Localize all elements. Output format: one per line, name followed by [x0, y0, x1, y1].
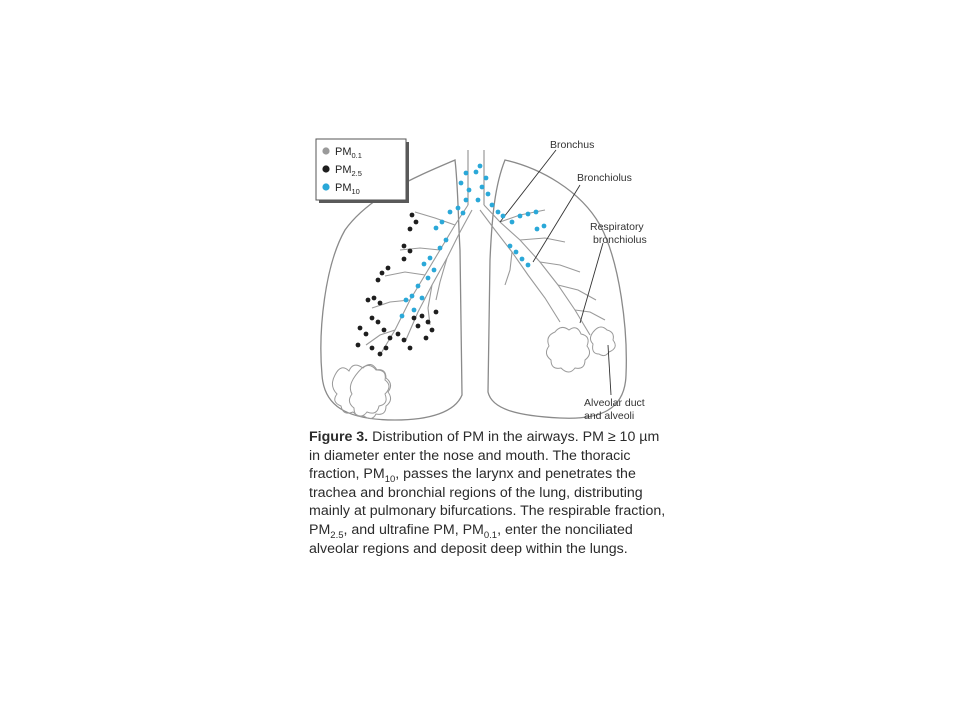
pm10-particle — [410, 294, 415, 299]
pm25-particle — [382, 328, 387, 333]
pm10-particle — [508, 244, 513, 249]
pm10-particle — [518, 214, 523, 219]
pm10-particle — [444, 238, 449, 243]
left-alveoli — [332, 364, 390, 418]
pm25-particle — [372, 296, 377, 301]
label-bronchus: Bronchus — [550, 139, 595, 151]
pm10-particle — [526, 263, 531, 268]
caption-part-4: , enter the nonciliated alveolar regions and deposit deep within the lungs. — [309, 521, 633, 557]
pm10-particles — [400, 164, 547, 319]
caption-part-3: , and ultrafine PM, PM — [343, 521, 484, 538]
legend — [316, 139, 409, 203]
pm10-particle — [426, 276, 431, 281]
label-alveolar-line2: and alveoli — [584, 410, 635, 422]
pm25-particle — [378, 352, 383, 357]
pm10-particle — [474, 170, 479, 175]
pm10-particle — [420, 296, 425, 301]
pm25-particle — [370, 346, 375, 351]
pm25-particle — [366, 298, 371, 303]
figure-caption — [309, 428, 667, 558]
label-respiratory-line1: Respiratory — [590, 221, 644, 233]
legend-label-pm10: $PM_{10}$ — [335, 182, 360, 196]
pm10-particle — [404, 298, 409, 303]
pm10-particle — [484, 176, 489, 181]
caption-part-1: Distribution of PM in the airways. PM ≥ 10 µm in diameter enter the nose and mouth. The thoracic fraction, PM — [309, 429, 660, 483]
pm25-particle — [408, 346, 413, 351]
caption-part-2: , passes the larynx and penetrates the trachea and bronchial regions of the lung, distributing mainly at pulmonary bifurcations. The respirable fraction, PM — [309, 466, 666, 538]
pm25-particle — [414, 220, 419, 225]
pm10-particle — [456, 206, 461, 211]
pm10-particle — [534, 210, 539, 215]
pm10-particle — [467, 188, 472, 193]
legend-label-pm25: $PM_{2.5}$ — [335, 164, 362, 178]
pm10-particle — [480, 185, 485, 190]
figure-label: Figure 3. — [309, 429, 369, 445]
pm10-particle — [416, 284, 421, 289]
label-leader-lines — [500, 150, 611, 395]
pm25-particle — [424, 336, 429, 341]
right-alveoli — [546, 327, 615, 372]
pm25-particle — [376, 278, 381, 283]
caption-sub-1: 10 — [384, 474, 396, 486]
right-lung-outline — [488, 160, 626, 418]
pm10-particle — [496, 210, 501, 215]
pm10-particle — [478, 164, 483, 169]
pm10-particle — [535, 227, 540, 232]
pm10-particle — [448, 210, 453, 215]
pm10-particle — [412, 308, 417, 313]
pm25-particle — [378, 301, 383, 306]
label-respiratory-line2: bronchiolus — [593, 234, 647, 246]
pm10-particle — [438, 246, 443, 251]
pm10-particle — [428, 256, 433, 261]
pm25-particle — [388, 336, 393, 341]
trachea — [468, 150, 484, 205]
pm10-particle — [464, 198, 469, 203]
pm10-particle — [459, 181, 464, 186]
pm25-particle — [402, 338, 407, 343]
pm10-particle — [542, 224, 547, 229]
pm10-particle — [422, 262, 427, 267]
pm25-particle — [420, 314, 425, 319]
pm25-particle — [364, 332, 369, 337]
pm10-particle — [490, 203, 495, 208]
legend-swatch-pm01 — [322, 147, 329, 154]
pm25-particle — [386, 266, 391, 271]
pm25-particle — [402, 244, 407, 249]
pm10-particle — [476, 198, 481, 203]
pm10-particle — [501, 214, 506, 219]
pm25-particle — [380, 271, 385, 276]
pm25-particle — [408, 227, 413, 232]
pm10-particle — [526, 212, 531, 217]
pm25-particle — [410, 213, 415, 218]
pm25-particle — [358, 326, 363, 331]
pm25-particle — [384, 346, 389, 351]
label-alveolar-line1: Alveolar duct — [584, 397, 645, 409]
legend-label-pm01: $PM_{0.1}$ — [335, 146, 362, 160]
legend-swatch-pm25 — [322, 165, 329, 172]
pm10-particle — [400, 314, 405, 319]
pm10-particle — [434, 226, 439, 231]
pm10-particle — [520, 257, 525, 262]
pm10-particle — [486, 192, 491, 197]
left-bronchial-tree — [366, 205, 472, 355]
pm25-particle — [402, 257, 407, 262]
pm25-particle — [356, 343, 361, 348]
pm25-particle — [408, 249, 413, 254]
pm25-particle — [396, 332, 401, 337]
pm25-particle — [426, 320, 431, 325]
pm25-particle — [430, 328, 435, 333]
pm25-particles — [356, 213, 439, 357]
caption-sub-3: 0.1 — [483, 529, 498, 541]
label-bronchiolus: Bronchiolus — [577, 172, 632, 184]
pm10-particle — [510, 220, 515, 225]
legend-swatch-pm10 — [322, 183, 329, 190]
pm25-particle — [376, 320, 381, 325]
pm25-particle — [434, 310, 439, 315]
caption-sub-2: 2.5 — [330, 529, 344, 541]
pm10-particle — [514, 250, 519, 255]
pm10-particle — [464, 171, 469, 176]
pm25-particle — [370, 316, 375, 321]
pm25-particle — [416, 324, 421, 329]
pm10-particle — [461, 211, 466, 216]
pm10-particle — [432, 268, 437, 273]
pm10-particle — [440, 220, 445, 225]
pm25-particle — [412, 316, 417, 321]
